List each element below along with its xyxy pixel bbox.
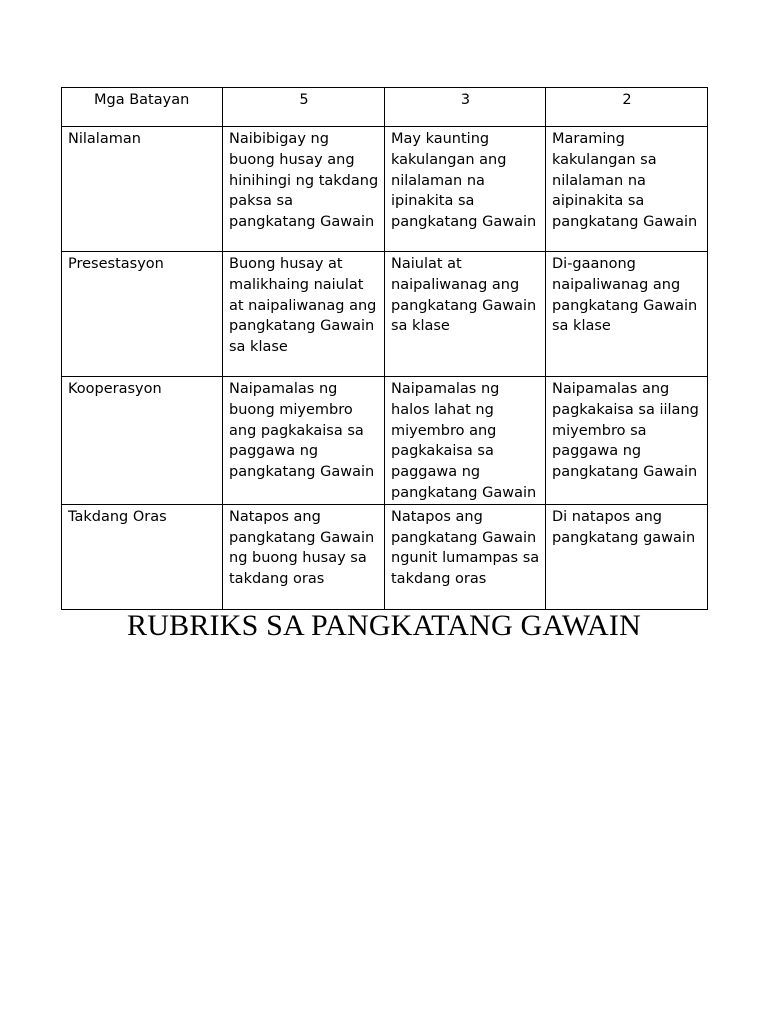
rubric-table <box>61 87 708 610</box>
criterion-cell: Nilalaman <box>62 127 223 252</box>
header-cell-criteria: Mga Batayan <box>62 88 223 127</box>
table-cell: Naiulat at naipaliwanag ang pangkatang Gawain sa klase <box>385 252 546 377</box>
table-cell: Naipamalas ng halos lahat ng miyembro ang pagkakaisa sa paggawa ng pangkatang Gawain <box>385 377 546 505</box>
header-cell-score-3: 3 <box>385 88 546 127</box>
criterion-cell: Presestasyon <box>62 252 223 377</box>
table-cell: Naipamalas ang pagkakaisa sa iilang miyembro sa paggawa ng pangkatang Gawain <box>546 377 708 505</box>
document-title: RUBRIKS SA PANGKATANG GAWAIN <box>127 609 641 642</box>
table-cell: Natapos ang pangkatang Gawain ng buong husay sa takdang oras <box>223 504 385 609</box>
table-cell: Di-gaanong naipaliwanag ang pangkatang Gawain sa klase <box>546 252 708 377</box>
table-header-row <box>62 88 708 127</box>
table-cell: Naipamalas ng buong miyembro ang pagkakaisa sa paggawa ng pangkatang Gawain <box>223 377 385 505</box>
table-row <box>62 504 708 609</box>
table-row <box>62 127 708 252</box>
table-cell: May kaunting kakulangan ang nilalaman na ipinakita sa pangkatang Gawain <box>385 127 546 252</box>
table-cell: Buong husay at malikhaing naiulat at naipaliwanag ang pangkatang Gawain sa klase <box>223 252 385 377</box>
header-cell-score-5: 5 <box>223 88 385 127</box>
header-cell-score-2: 2 <box>546 88 708 127</box>
table-cell: Natapos ang pangkatang Gawain ngunit lumampas sa takdang oras <box>385 504 546 609</box>
table-cell: Di natapos ang pangkatang gawain <box>546 504 708 609</box>
criterion-cell: Takdang Oras <box>62 504 223 609</box>
table-row <box>62 252 708 377</box>
table-cell: Maraming kakulangan sa nilalaman na aipinakita sa pangkatang Gawain <box>546 127 708 252</box>
table-row <box>62 377 708 505</box>
table-cell: Naibibigay ng buong husay ang hinihingi ng takdang paksa sa pangkatang Gawain <box>223 127 385 252</box>
criterion-cell: Kooperasyon <box>62 377 223 505</box>
